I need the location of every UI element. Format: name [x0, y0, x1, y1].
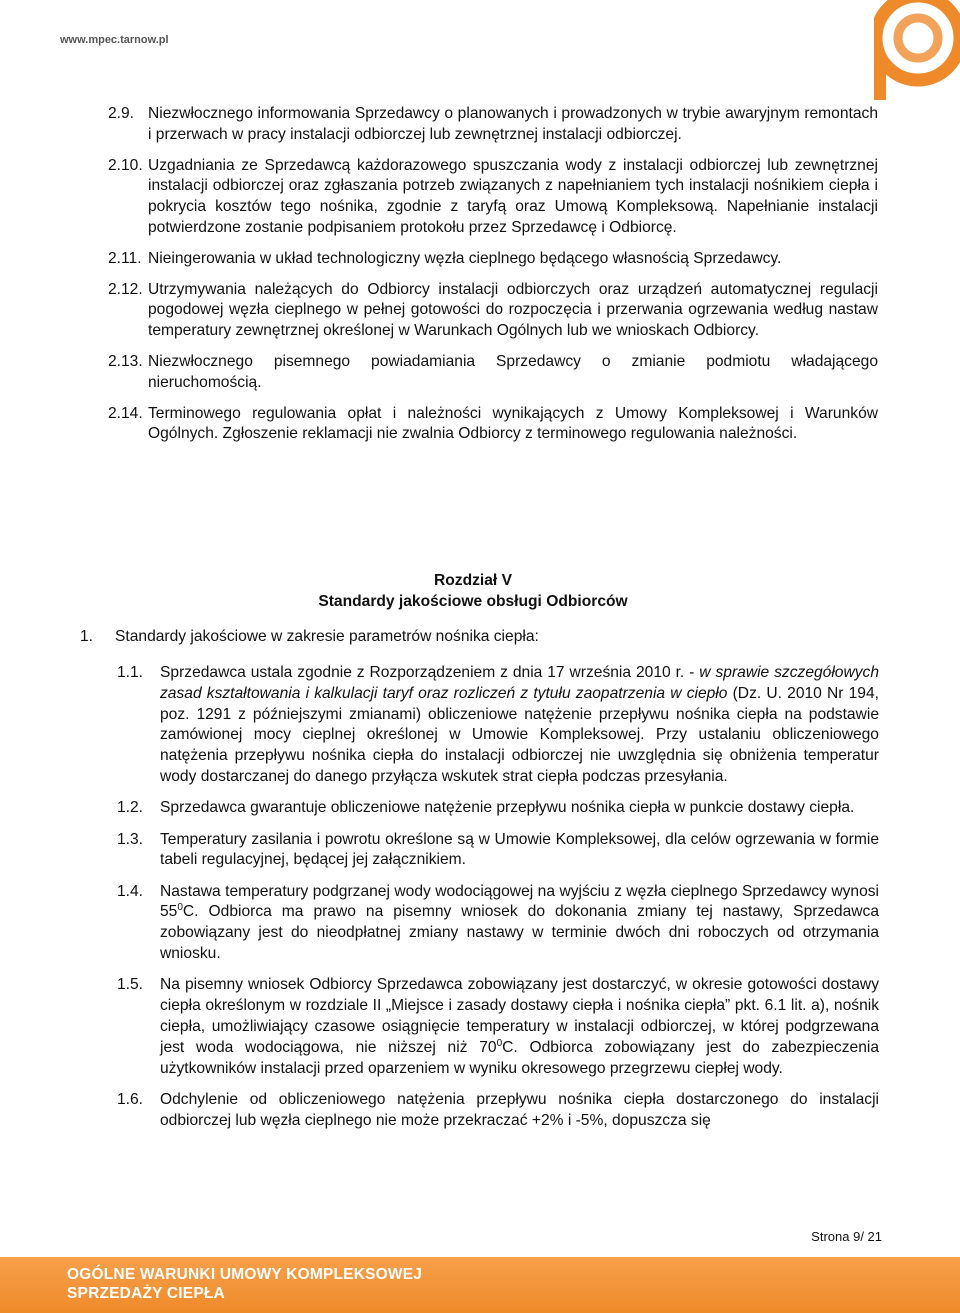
site-url[interactable]: www.mpec.tarnow.pl — [60, 34, 169, 46]
mpec-logo-icon — [830, 0, 960, 100]
item-number: 2.10. — [108, 156, 143, 174]
degree-superscript: 0 — [496, 1037, 503, 1049]
list-item — [108, 404, 878, 446]
footer-title — [67, 1265, 422, 1303]
item-text: Nastawa temperatury podgrzanej wody wodociągowej na wyjściu z węzła cieplnego Sprzedawcy wynosi 55 — [160, 882, 879, 921]
item-number: 1.1. — [117, 664, 144, 681]
footer-line: OGÓLNE WARUNKI UMOWY KOMPLEKSOWEJ — [67, 1266, 423, 1283]
standards-list — [117, 663, 879, 1142]
list-item — [117, 1090, 879, 1132]
item-text: Utrzymywania należących do Odbiorcy instalacji odbiorczych oraz urządzeń automatycznej regulacji pogodowej węzła cieplnego w pełnej gotowości do rozpoczęcia i przerwania ogrzewania według nastaw temperatury zewnętrznej określonej w Warunkach Ogólnych lub we wnioskach Odbiorcy. — [148, 280, 878, 340]
item-text: Nieingerowania w układ technologiczny węzła cieplnego będącego własnością Sprzedawcy. — [148, 249, 782, 267]
item-number: 2.13. — [108, 352, 143, 370]
item-number: 2.14. — [108, 404, 143, 422]
section-title: Standardy jakościowe w zakresie parametrów nośnika ciepła: — [115, 628, 539, 645]
list-item — [108, 156, 878, 239]
chapter-title: Rozdział V — [434, 572, 512, 589]
item-number: 1.6. — [117, 1090, 144, 1108]
obligations-list — [108, 104, 878, 455]
item-text: C. Odbiorca ma prawo na pisemny wniosek do dokonania zmiany tej nastawy, Sprzedawca zobowiązany jest do nieodpłatnej zmiany nastawy w terminie dwóch dni roboczych od otrzymania wniosku. — [160, 903, 879, 963]
section-heading — [80, 627, 880, 648]
list-item — [108, 104, 878, 146]
item-text: (Dz. U. 2010 Nr 194, poz. 1291 z późniejszymi zmianami) obliczeniowe natężenie przepływu nośnika ciepła na podstawie zamówionej mocy cieplnej określonej w Umowie Kompleksowej. Przy ustalaniu obliczeniowego natężenia przepływu nośnika ciepła do instalacji odbiorczej nie uwzględnia się obniżenia temperatur wody dostarczanej do danego przyłącza wskutek strat ciepła podczas przesyłania. — [160, 684, 879, 785]
item-text: Niezwłocznego pisemnego powiadamiania Sprzedawcy o zmianie podmiotu władającego nieruchomością. — [148, 352, 878, 391]
item-number: 2.11. — [108, 249, 142, 267]
list-item — [117, 882, 879, 965]
item-number: 1.2. — [117, 799, 144, 817]
item-number: 1.4. — [117, 882, 144, 900]
item-text: Na pisemny wniosek Odbiorcy Sprzedawca zobowiązany jest dostarczyć, w okresie gotowości dostawy ciepła określonym w rozdziale II „Miejsce i zasady dostawy ciepła i nośnika ciepła” pkt. 6.1 lit. a), nośnik ciepła, umożliwiający czasowe osiągnięcie temperatury w instalacji odbiorczej, w której podgrzewana jest woda wodociągowa, nie niższej niż 70 — [160, 976, 879, 1056]
footer-line: SPRZEDAŻY CIEPŁA — [67, 1285, 225, 1302]
chapter-heading — [108, 571, 838, 613]
list-item — [117, 830, 879, 872]
item-number: 2.12. — [108, 280, 143, 298]
list-item — [117, 975, 879, 1079]
footer-banner — [0, 1257, 960, 1313]
item-text: C. Odbiorca zobowiązany jest do zabezpieczenia użytkowników instalacji przed oparzeniem w wyniku okresowego przegrzewu ciepłej wody. — [160, 1038, 879, 1077]
item-text: Sprzedawca gwarantuje obliczeniowe natężenie przepływu nośnika ciepła w punkcie dostawy ciepła. — [160, 799, 855, 817]
list-item — [108, 352, 878, 394]
list-item — [117, 663, 879, 788]
list-item — [108, 249, 878, 270]
degree-superscript: 0 — [177, 902, 183, 914]
item-text: Uzgadniania ze Sprzedawcą każdorazowego spuszczania wody z instalacji odbiorczej lub zewnętrznej instalacji odbiorczej oraz zgłaszania potrzeb związanych z napełnianiem tych instalacji nośnikiem ciepła i pokrycia kosztów tego nośnika, zgodnie z taryfą oraz Umową Kompleksową. Napełnianie instalacji potwierdzone zostanie podpisaniem protokołu przez Sprzedawcę i Odbiorcę. — [148, 156, 878, 236]
item-number: 1.5. — [117, 976, 144, 994]
item-text: Sprzedawca ustala zgodnie z Rozporządzeniem z dnia 17 września 2010 r. - — [160, 664, 700, 681]
regulation-title: w sprawie szczegółowych zasad kształtowania i kalkulacji taryf oraz rozliczeń z tytułu zaopatrzenia w ciepło — [160, 664, 880, 702]
item-text: Terminowego regulowania opłat i należności wynikających z Umowy Kompleksowej i Warunków Ogólnych. Zgłoszenie reklamacji nie zwalnia Odbiorcy z terminowego regulowania należności. — [148, 404, 878, 443]
item-text: Temperatury zasilania i powrotu określone są w Umowie Kompleksowej, dla celów ogrzewania w formie tabeli regulacyjnej, będącej jej załącznikiem. — [160, 830, 879, 869]
list-item — [108, 280, 878, 342]
item-text: Niezwłocznego informowania Sprzedawcy o planowanych i prowadzonych w trybie awaryjnym remontach i przerwach w pracy instalacji odbiorczej lub zewnętrznej instalacji odbiorczej. — [148, 105, 878, 143]
page-number: Strona 9/ 21 — [811, 1229, 882, 1244]
item-text: Odchylenie od obliczeniowego natężenia przepływu nośnika ciepła dostarczonego do instalacji odbiorczej lub węzła cieplnego nie może przekraczać +2% i -5%, dopuszcza się — [160, 1090, 879, 1129]
list-item — [117, 798, 879, 819]
item-number: 1.3. — [117, 830, 144, 848]
chapter-subtitle: Standardy jakościowe obsługi Odbiorców — [318, 592, 628, 610]
section-number: 1. — [80, 628, 94, 645]
item-number: 2.9. — [108, 105, 135, 122]
